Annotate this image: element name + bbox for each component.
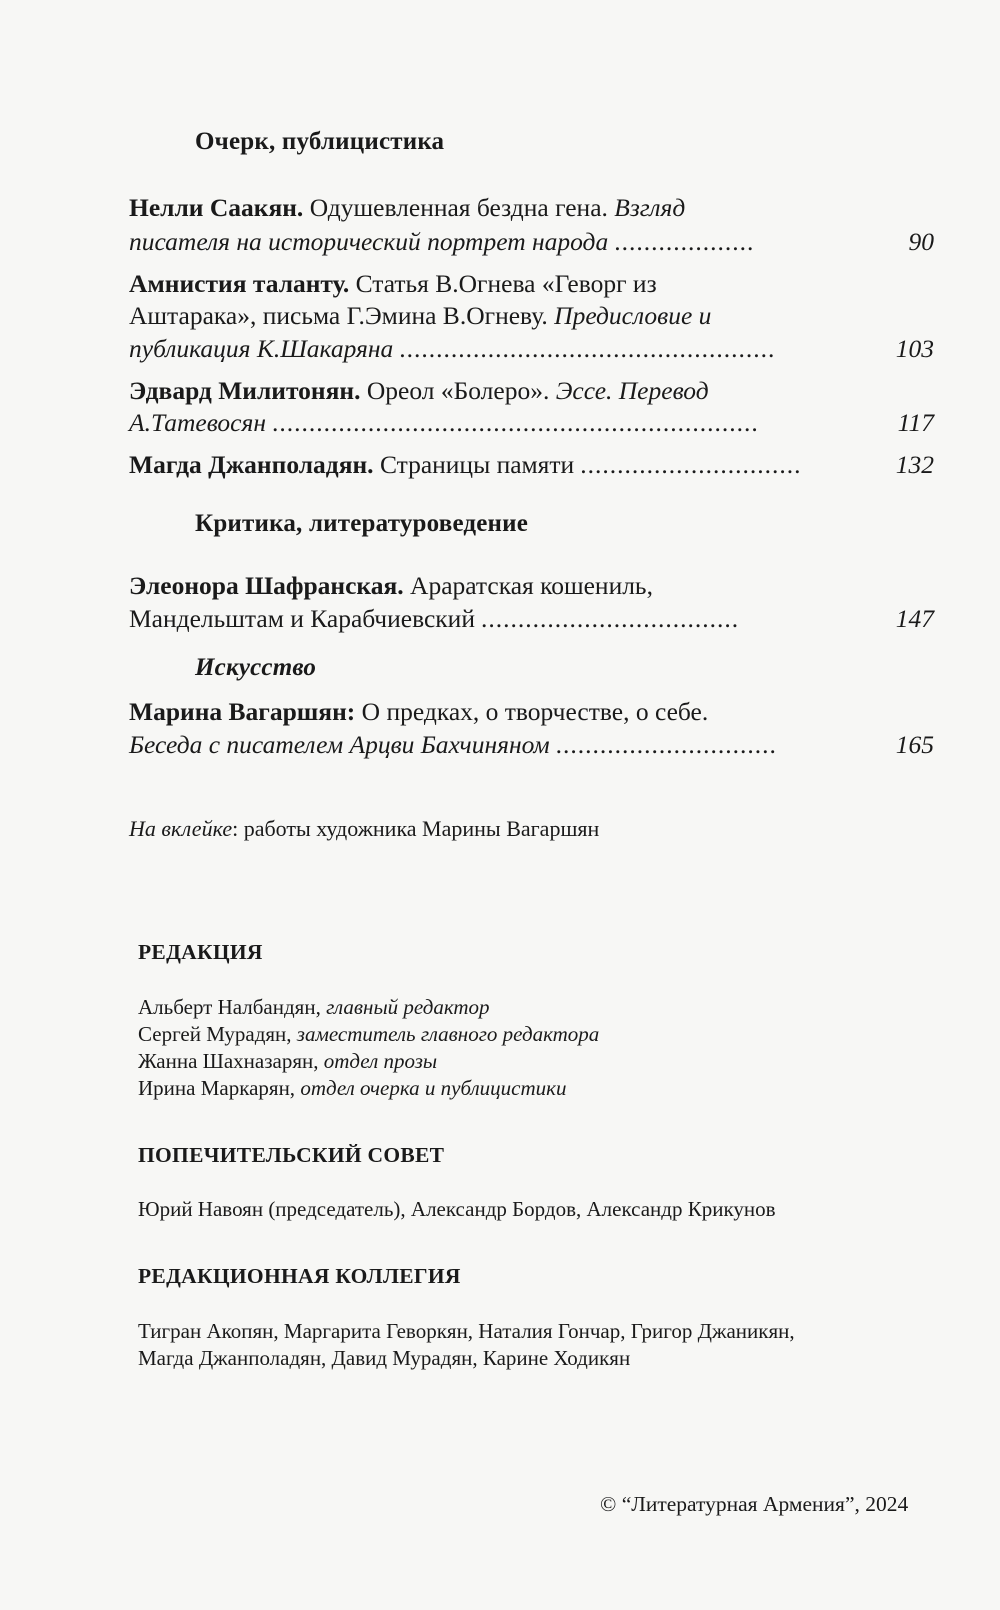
entry-title: Мандельштам и Карабчиевский	[129, 604, 475, 633]
entry-title: Араратская кошениль,	[403, 571, 653, 600]
page-number: 117	[897, 408, 934, 437]
entry-title: О предках, о творчестве, о себе.	[355, 697, 709, 726]
entry-title: Ореол «Болеро».	[360, 376, 556, 405]
toc-entry-3-line-1	[129, 374, 709, 408]
board-members: Юрий Навоян (председатель), Александр Бордов, Александр Крикунов	[138, 1197, 776, 1221]
entry-title: Аштарака», письма Г.Эмина В.Огневу.	[129, 301, 555, 330]
toc-entry-2-line-3	[129, 332, 934, 366]
entry-subtitle: публикация К.Шакаряна	[129, 334, 394, 363]
toc-entry-6-line-1	[129, 695, 708, 729]
member-name: Жанна Шахназарян,	[138, 1049, 324, 1073]
editorial-member	[138, 994, 490, 1021]
entry-title: Статья В.Огнева «Геворг из	[349, 269, 657, 298]
toc-entry-1-line-1	[129, 191, 685, 225]
toc-entry-1-line-2	[129, 225, 934, 259]
toc-entry-4	[129, 448, 934, 482]
member-name: Сергей Мурадян,	[138, 1022, 297, 1046]
editorial-member	[138, 1021, 599, 1048]
entry-author: Элеонора Шафранская.	[129, 571, 404, 600]
entry-author: Амнистия таланту.	[129, 269, 350, 298]
entry-author: Марина Вагаршян:	[129, 697, 356, 726]
page-number: 147	[895, 604, 934, 633]
entry-subtitle: Взгляд	[614, 193, 686, 222]
toc-entry-3-line-2	[129, 406, 934, 440]
college-members-line-2: Магда Джанполадян, Давид Мурадян, Карине Ходикян	[138, 1346, 631, 1370]
toc-entry-6-line-2	[129, 728, 934, 762]
insert-note	[129, 814, 599, 844]
dot-leader: ...................	[614, 227, 755, 256]
entry-subtitle: Предисловие и	[554, 301, 712, 330]
college-heading: РЕДАКЦИОННАЯ КОЛЛЕГИЯ	[138, 1264, 461, 1288]
page-number: 90	[908, 227, 934, 256]
dot-leader: ..................................................................	[272, 408, 759, 437]
insert-text: : работы художника Марины Вагаршян	[232, 816, 600, 841]
entry-title: Одушевленная бездна гена.	[303, 193, 615, 222]
member-role: главный редактор	[326, 995, 490, 1019]
member-role: заместитель главного редактора	[296, 1022, 600, 1046]
toc-entry-2-line-1	[129, 267, 657, 301]
entry-subtitle: А.Татевосян	[129, 408, 267, 437]
member-role: отдел прозы	[323, 1049, 438, 1073]
member-name: Ирина Маркарян,	[138, 1076, 301, 1100]
member-name: Альберт Налбандян,	[138, 995, 327, 1019]
copyright: © “Литературная Армения”, 2024	[600, 1492, 909, 1516]
section-heading-essays: Очерк, публицистика	[195, 128, 445, 155]
page-number: 165	[895, 730, 934, 759]
toc-entry-2-line-2	[129, 299, 711, 333]
toc-entry-5-line-1	[129, 569, 653, 603]
dot-leader: ...................................	[480, 604, 740, 633]
entry-subtitle: писателя на исторический портрет народа	[129, 227, 609, 256]
editorial-heading: РЕДАКЦИЯ	[138, 940, 263, 964]
member-role: отдел очерка и публицистики	[300, 1076, 567, 1100]
entry-author: Эдвард Милитонян.	[129, 376, 361, 405]
college-members-line-1: Тигран Акопян, Маргарита Геворкян, Наталия Гончар, Григор Джаникян,	[138, 1319, 795, 1343]
entry-author: Нелли Саакян.	[129, 193, 304, 222]
insert-label: На вклейке	[129, 816, 233, 841]
section-heading-art: Искусство	[195, 654, 317, 681]
entry-text	[129, 448, 574, 482]
editorial-member	[138, 1048, 437, 1075]
page-number: 132	[895, 450, 934, 479]
entry-subtitle: Эссе. Перевод	[555, 376, 709, 405]
entry-title: Страницы памяти	[373, 450, 575, 479]
editorial-member	[138, 1075, 566, 1102]
entry-author: Магда Джанполадян.	[129, 450, 374, 479]
dot-leader: ..............................	[555, 730, 777, 759]
dot-leader: ...................................................	[399, 334, 776, 363]
dot-leader: ..............................	[580, 450, 802, 479]
board-heading: ПОПЕЧИТЕЛЬСКИЙ СОВЕТ	[138, 1143, 445, 1167]
page-number: 103	[895, 334, 934, 363]
toc-entry-5-line-2	[129, 602, 934, 636]
section-heading-criticism: Критика, литературоведение	[195, 510, 529, 537]
entry-subtitle: Беседа с писателем Арцви Бахчиняном	[129, 730, 550, 759]
